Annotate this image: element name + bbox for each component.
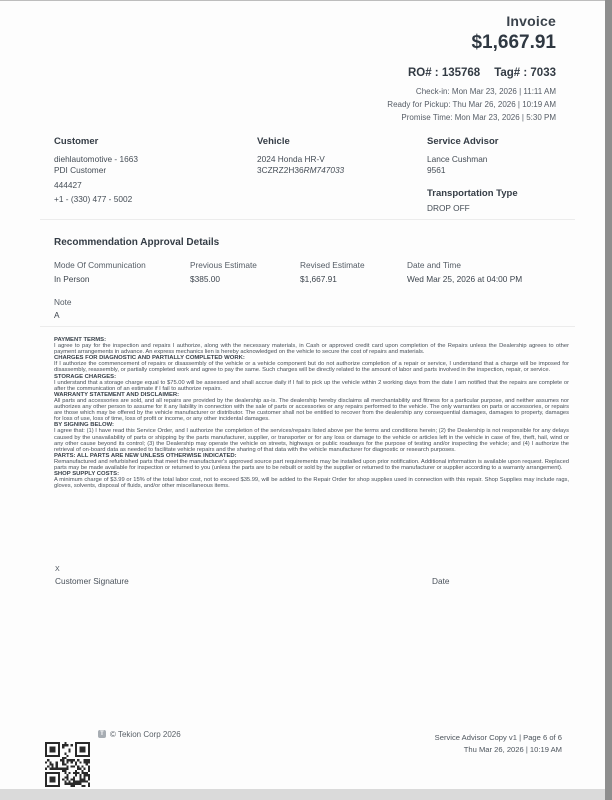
mode-of-communication-label: Mode Of Communication [54,260,146,270]
shop-supply-costs-section [54,471,569,489]
by-signing-below-section [54,422,569,452]
qr-code [45,742,90,787]
vin-prefix: 3CZRZ2H36 [257,165,304,175]
term-heading: PAYMENT TERMS: [54,337,107,343]
note-value: A [54,310,60,320]
ro-tag-line [387,67,556,79]
customer-number: 444427 [54,179,82,190]
term-body: A minimum charge of $3.99 or 15% of the total labor cost, not to exceed $35.99, will be added to the Repair Order for shop supplies used in connection with this repair. Shop Supplies may include rags, gloves, solvents, disposal of fluids, and/or other miscellaneous items. [54,477,569,490]
page-edge-top [0,0,612,1]
customer-signature-label: Customer Signature [55,576,129,586]
term-heading: SHOP SUPPLY COSTS: [54,471,120,478]
recommendation-title: Recommendation Approval Details [54,237,220,248]
customer-name: diehlautomotive - 1663 [54,153,138,164]
invoice-header [387,13,556,124]
service-advisor-number: 9561 [427,165,446,175]
customer-phone: +1 - (330) 477 - 5002 [54,194,133,204]
terms-and-conditions [54,337,569,489]
mode-of-communication-value: In Person [54,274,90,284]
tag-number: Tag# : 7033 [494,67,556,79]
revised-estimate-label: Revised Estimate [300,260,365,270]
ro-number: RO# : 135768 [407,67,481,79]
copyright-text: © Tekion Corp 2026 [110,730,181,739]
page-edge-right [605,0,612,800]
print-timestamp: Thu Mar 26, 2026 | 10:19 AM [463,744,562,754]
note-label: Note [54,297,72,307]
service-advisor-label: Service Advisor [427,136,499,147]
invoice-title: Invoice [506,13,556,29]
diagnostic-charges-section [54,355,569,373]
term-body: I understand that a storage charge equal to $75.00 will be assessed and shall accrue daily if I fail to pick up the vehicle within 2 working days from the date I am notified that the repairs are complete or after the communication of an estimate if I fail to authorize repairs. [54,379,569,392]
transportation-section [427,188,518,215]
storage-charges-section [54,374,569,392]
term-body: I agree that: (1) I have read this Service Order, and I authorize the completion of the services/repairs listed above per the terms and conditions herein; (2) the Dealership is not responsible for any delays caused by the unavailability of parts or shipping by the parts manufacturer, supplier, or transporter or for any loss or damage to the vehicle or articles left in the vehicle in case of fire, theft, hail, wind or any other cause beyond its control; (3) the Dealership may operate the vehicle on streets, highways or public roadways for the purpose of testing and/or inspecting the vehicle; and (4) I authorize the retrieval of on-board data as needed to facilitate vehicle repairs and the sharing of that data with the vehicle manufacturer for diagnostic or research purposes. [54,428,569,453]
copy-version-page: Service Advisor Copy v1 | Page 6 of 6 [434,733,562,742]
term-heading: WARRANTY STATEMENT AND DISCLAIMER: [54,391,180,398]
signature-x-mark: X [55,566,60,573]
tekion-logo-icon: T [98,730,106,738]
term-body: I agree to pay for the inspection and repairs I authorize, along with the necessary materials, in Cash or approved credit card upon completion of the Repairs unless the Dealership agrees to other payment arrangements in advance. An express mechanics lien is hereby acknowledged on the vehicle to secure the cost of repairs and materials. [54,343,569,356]
previous-estimate-value: $385.00 [190,274,220,284]
customer-label: Customer [54,136,99,147]
footer-page-info [435,732,562,755]
payment-terms-section [54,337,569,355]
divider [40,326,575,327]
date-and-time-value: Wed Mar 25, 2026 at 04:00 PM [407,274,523,284]
term-heading: CHARGES FOR DIAGNOSTIC AND PARTIALLY COMPLETED WORK: [54,355,245,362]
vehicle-section [257,136,344,177]
service-advisor-section [427,136,518,215]
header-dates [387,85,556,124]
invoice-amount: $1,667.91 [471,32,556,53]
promise-time: Promise Time: Mon Mar 23, 2026 | 5:30 PM [401,113,556,122]
parts-section [54,453,569,471]
term-heading: PARTS: ALL PARTS ARE NEW UNLESS OTHERWISE INDICATED: [54,452,237,459]
warranty-disclaimer-section [54,392,569,422]
revised-estimate-value: $1,667.91 [300,274,337,284]
customer-section [54,136,138,206]
vehicle-label: Vehicle [257,136,290,147]
service-advisor-name: Lance Cushman [427,153,488,164]
previous-estimate-label: Previous Estimate [190,260,257,270]
date-and-time-label: Date and Time [407,260,461,270]
invoice-page [0,1,605,789]
vehicle-model: 2024 Honda HR-V [257,153,325,164]
term-heading: STORAGE CHARGES: [54,373,117,380]
vin-suffix: RM747033 [303,165,345,175]
term-body: All parts and accessories are sold, and all repairs are provided by the dealership as-is. The dealership hereby disclaims all merchantability and fitness for a particular purpose, and neither assumes nor authorizes any other person to assume for it any liability in connection with the sale of parts or accessories or any repairs performed to the vehicle. The only warranties on parts or accessories, or repairs are those which may be offered by the vehicle manufacturer or distributor. The customer shall not be entitled to recover from the dealership any consequential damages, damages to property, damages for loss of use, loss of time, loss of profit or income, or any other incidental damages. [54,397,569,423]
transportation-label: Transportation Type [427,187,518,199]
customer-type: PDI Customer [54,165,107,175]
term-heading: BY SIGNING BELOW: [54,422,115,429]
signature-date-label: Date [432,576,450,586]
ready-for-pickup: Ready for Pickup: Thu Mar 26, 2026 | 10:19 AM [387,100,556,109]
divider [40,219,575,220]
checkin-time: Check-in: Mon Mar 23, 2026 | 11:11 AM [415,87,556,96]
transportation-value: DROP OFF [427,203,470,213]
term-body: Remanufactured and refurbished parts that meet the manufacturer's approved source part requirements may be installed upon prior notification. Additional information is available upon request. Replaced parts may be made available for inspection or returned to you (unless the parts are to be rebuilt or sold by the supplier or returned to the manufacturer or supplier according to a warranty arrangement). [54,458,569,471]
term-body: If I authorize the commencement of repairs or disassembly of the vehicle or a vehicle component but do not authorize completion of a repair or service, I understand that a charge will be imposed for disassembly, reassembly, or partially completed work and agree to pay the same. Such charges will be directly related to the amount of labor and parts involved in the inspection, repair, or service. [54,361,569,374]
vehicle-vin [257,165,344,177]
page-edge-bottom [0,789,605,800]
